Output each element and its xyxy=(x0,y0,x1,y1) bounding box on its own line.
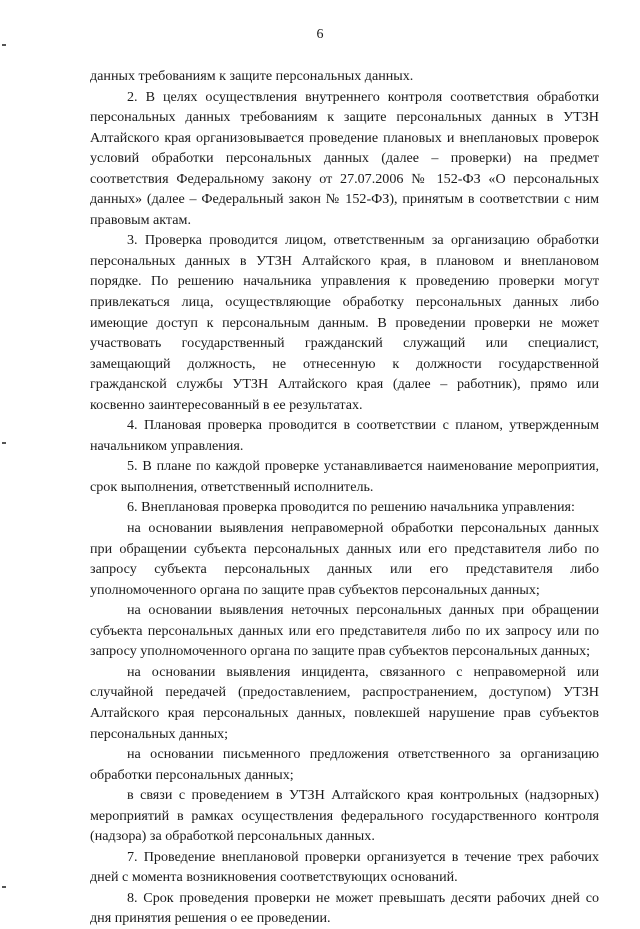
paragraph-basis-5: в связи с проведением в УТЗН Алтайского края контрольных (надзорных) мероприятий в рамках осуществления федерального государственного контроля (надзора) за обработкой персональных данных. xyxy=(90,787,599,845)
scan-margin-mark xyxy=(2,442,6,444)
page-number: 6 xyxy=(316,27,324,42)
scan-margin-mark xyxy=(2,886,6,888)
document-body xyxy=(90,66,599,929)
paragraph-item-4: 4. Плановая проверка проводится в соответствии с планом, утвержденным начальником управления. xyxy=(90,417,599,454)
paragraph-item-2: 2. В целях осуществления внутреннего контроля соответствия обработки персональных данных требованиям к защите персональных данных в УТЗН Алтайского края организовывается проведение плановых и внеплановых проверок условий обработки персональных данных (далее – проверки) на предмет соответствия Федеральному закону от 27.07.2006 № 152-ФЗ «О персональных данных» (далее – Федеральный закон № 152-ФЗ), принятым в соответствии с ним правовым актам. xyxy=(90,88,599,228)
paragraph-item-5: 5. В плане по каждой проверке устанавливается наименование мероприятия, срок выполнения, ответственный исполнитель. xyxy=(90,458,599,495)
paragraph-basis-4: на основании письменного предложения ответственного за организацию обработки персональных данных; xyxy=(90,746,599,783)
scan-margin-mark xyxy=(2,44,6,46)
paragraph-basis-2: на основании выявления неточных персональных данных при обращении субъекта персональных данных или его представителя либо по их запросу или по запросу уполномоченного органа по защите прав субъектов персональных данных; xyxy=(90,602,599,660)
paragraph-item-7: 7. Проведение внеплановой проверки организуется в течение трех рабочих дней с момента возникновения соответствующих оснований. xyxy=(90,848,599,886)
paragraph-item-6: 6. Внеплановая проверка проводится по решению начальника управления: xyxy=(127,499,575,516)
paragraph-basis-1: на основании выявления неправомерной обработки персональных данных при обращении субъекта персональных данных или его представителя либо по запросу субъекта персональных данных или его представителя либо уполномоченного органа по защите прав субъектов персональных данных; xyxy=(90,520,599,598)
paragraph-item-8: 8. Срок проведения проверки не может превышать десяти рабочих дней со дня принятия решения о ее проведении. xyxy=(90,889,599,927)
paragraph-basis-3: на основании выявления инцидента, связанного с неправомерной или случайной передачей (предоставлением, распространением, доступом) УТЗН Алтайского края персональных данных, повлекшей нарушение прав субъектов персональных данных; xyxy=(90,663,599,742)
paragraph-continuation: данных требованиям к защите персональных данных. xyxy=(90,68,414,84)
paragraph-item-3: 3. Проверка проводится лицом, ответственным за организацию обработки персональных данных в УТЗН Алтайского края, в плановом и внеплановом порядке. По решению начальника управления к проведению проверки могут привлекаться лица, осуществляющие обработку персональных данных либо имеющие доступ к персональным данным. В проведении проверки не может участвовать государственный гражданский служащий или специалист, замещающий должность, не отнесенную к должности государственной гражданской службы УТЗН Алтайского края (далее – работник), прямо или косвенно заинтересованный в ее результатах. xyxy=(90,232,599,413)
